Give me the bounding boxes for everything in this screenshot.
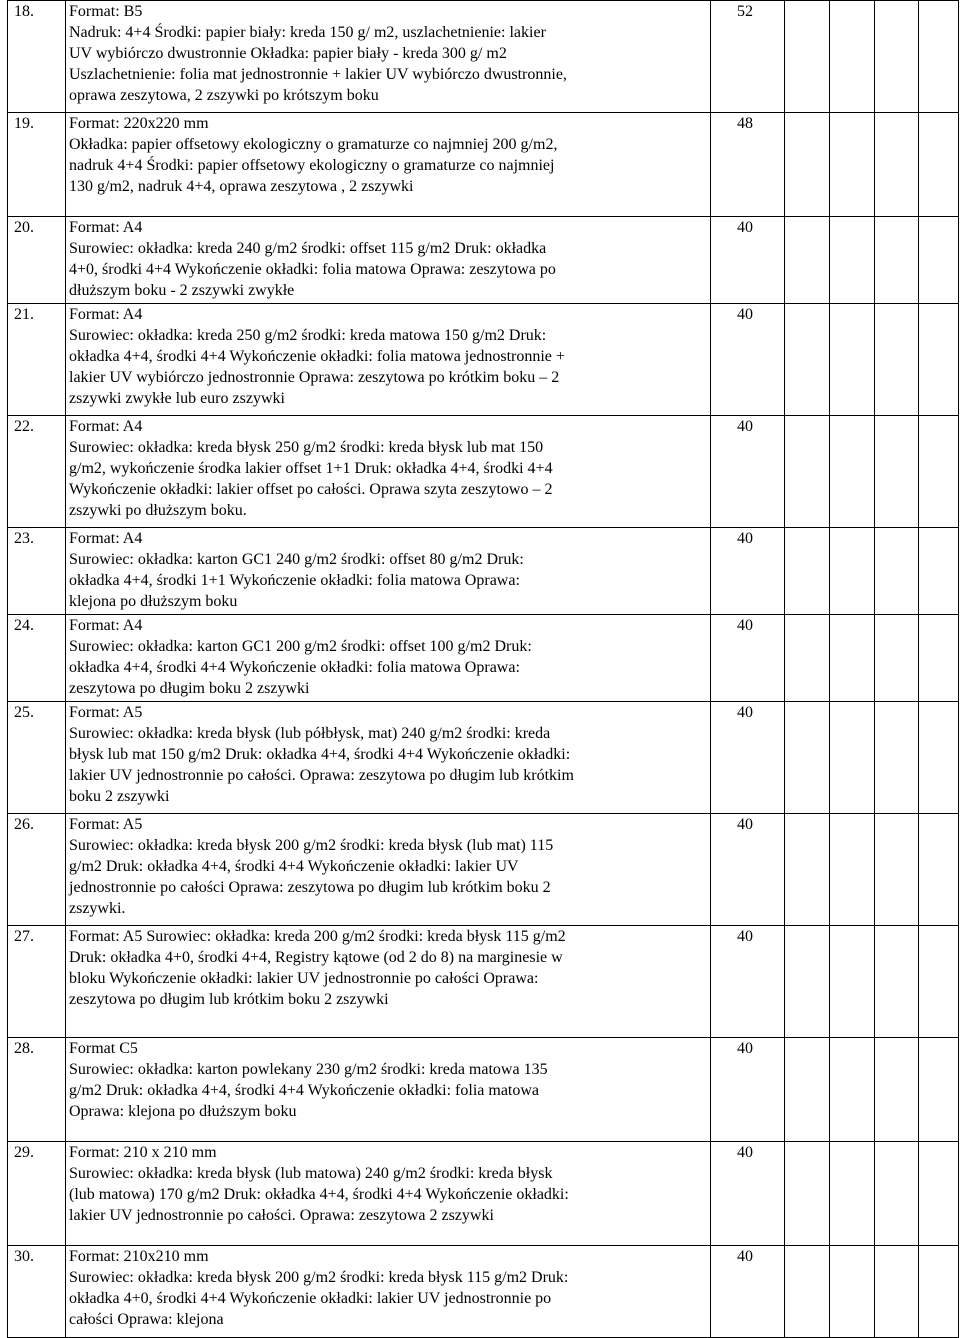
empty-cell bbox=[785, 1246, 830, 1338]
description-line: zszywki po dłuższym boku. bbox=[69, 502, 247, 519]
description-line: 130 g/m2, nadruk 4+4, oprawa zeszytowa , 2 zszywki bbox=[69, 178, 414, 195]
description-line: nadruk 4+4 Środki: papier offsetowy ekologiczny o gramaturze co najmniej bbox=[69, 157, 555, 174]
description-line: jednostronnie po całości Oprawa: zeszytowa po długim lub krótkim boku 2 bbox=[69, 879, 551, 896]
item-quantity: 40 bbox=[711, 1246, 785, 1338]
description-line: Druk: okładka 4+0, środki 4+4, Registry kątowe (od 2 do 8) na marginesie w bbox=[69, 949, 563, 966]
item-description bbox=[66, 416, 711, 528]
empty-cell bbox=[830, 1038, 875, 1142]
item-quantity: 40 bbox=[711, 1038, 785, 1142]
empty-cell bbox=[919, 1142, 959, 1246]
empty-cell bbox=[919, 702, 959, 814]
empty-cell bbox=[919, 1, 959, 113]
empty-cell bbox=[919, 416, 959, 528]
empty-cell bbox=[919, 217, 959, 304]
empty-cell bbox=[830, 416, 875, 528]
description-line: Format: A5 Surowiec: okładka: kreda 200 g/m2 środki: kreda błysk 115 g/m2 bbox=[69, 928, 566, 945]
description-line: Surowiec: okładka: kreda błysk 200 g/m2 środki: kreda błysk 115 g/m2 Druk: bbox=[69, 1269, 569, 1286]
description-line: Surowiec: okładka: kreda 240 g/m2 środki: offset 115 g/m2 Druk: okładka bbox=[69, 240, 547, 257]
item-number: 24. bbox=[8, 615, 66, 702]
description-line: Format: A5 bbox=[69, 704, 143, 721]
item-number: 27. bbox=[8, 926, 66, 1038]
empty-cell bbox=[875, 702, 919, 814]
empty-cell bbox=[875, 217, 919, 304]
item-description bbox=[66, 1246, 711, 1338]
item-quantity: 52 bbox=[711, 1, 785, 113]
empty-cell bbox=[875, 528, 919, 615]
description-line: zszywki. bbox=[69, 900, 126, 917]
description-line: UV wybiórczo dwustronnie Okładka: papier biały - kreda 300 g/ m2 bbox=[69, 45, 507, 62]
item-number: 30. bbox=[8, 1246, 66, 1338]
empty-cell bbox=[785, 528, 830, 615]
empty-cell bbox=[785, 814, 830, 926]
description-line: g/m2 Druk: okładka 4+4, środki 4+4 Wykończenie okładki: folia matowa bbox=[69, 1082, 540, 1099]
table-row bbox=[8, 926, 959, 1038]
description-line: Surowiec: okładka: kreda błysk (lub matowa) 240 g/m2 środki: kreda błysk bbox=[69, 1165, 553, 1182]
table-row bbox=[8, 1142, 959, 1246]
table-row bbox=[8, 814, 959, 926]
empty-cell bbox=[919, 1246, 959, 1338]
description-line: Format: A4 bbox=[69, 530, 143, 547]
description-line: Nadruk: 4+4 Środki: papier biały: kreda 150 g/ m2, uszlachetnienie: lakier bbox=[69, 24, 546, 41]
empty-cell bbox=[875, 304, 919, 416]
description-line: Format: A4 bbox=[69, 418, 143, 435]
item-number: 19. bbox=[8, 113, 66, 217]
item-description bbox=[66, 702, 711, 814]
item-number: 26. bbox=[8, 814, 66, 926]
empty-cell bbox=[785, 113, 830, 217]
description-line: Format: A5 bbox=[69, 816, 143, 833]
description-line: Surowiec: okładka: karton powlekany 230 g/m2 środki: kreda matowa 135 bbox=[69, 1061, 548, 1078]
description-line: Okładka: papier offsetowy ekologiczny o gramaturze co najmniej 200 g/m2, bbox=[69, 136, 558, 153]
description-line: lakier UV wybiórczo jednostronnie Oprawa: zeszytowa po krótkim boku – 2 bbox=[69, 369, 560, 386]
empty-cell bbox=[919, 926, 959, 1038]
description-line: Surowiec: okładka: karton GC1 200 g/m2 środki: offset 100 g/m2 Druk: bbox=[69, 638, 532, 655]
item-quantity: 40 bbox=[711, 926, 785, 1038]
item-number: 28. bbox=[8, 1038, 66, 1142]
item-description bbox=[66, 1038, 711, 1142]
item-description bbox=[66, 814, 711, 926]
empty-cell bbox=[830, 814, 875, 926]
empty-cell bbox=[830, 217, 875, 304]
empty-cell bbox=[785, 615, 830, 702]
description-line: g/m2, wykończenie środka lakier offset 1+1 Druk: okładka 4+4, środki 4+4 bbox=[69, 460, 553, 477]
description-line: Format: A4 bbox=[69, 219, 143, 236]
description-line: zeszytowa po długim boku 2 zszywki bbox=[69, 680, 310, 697]
item-description bbox=[66, 217, 711, 304]
empty-cell bbox=[830, 1142, 875, 1246]
item-quantity: 40 bbox=[711, 615, 785, 702]
empty-cell bbox=[919, 113, 959, 217]
description-line: okładka 4+0, środki 4+4 Wykończenie okładki: lakier UV jednostronnie po bbox=[69, 1290, 552, 1307]
description-line: lakier UV jednostronnie po całości. Oprawa: zeszytowa 2 zszywki bbox=[69, 1207, 494, 1224]
empty-cell bbox=[785, 926, 830, 1038]
description-line: błysk lub mat 150 g/m2 Druk: okładka 4+4, środki 4+4 Wykończenie okładki: bbox=[69, 746, 571, 763]
description-line: Format C5 bbox=[69, 1040, 138, 1057]
description-line: dłuższym boku - 2 zszywki zwykłe bbox=[69, 282, 295, 299]
item-description bbox=[66, 304, 711, 416]
item-quantity: 40 bbox=[711, 416, 785, 528]
item-number: 21. bbox=[8, 304, 66, 416]
table-row bbox=[8, 615, 959, 702]
empty-cell bbox=[875, 814, 919, 926]
description-line: całości Oprawa: klejona bbox=[69, 1311, 224, 1328]
item-description bbox=[66, 926, 711, 1038]
item-quantity: 48 bbox=[711, 113, 785, 217]
description-line: Oprawa: klejona po dłuższym boku bbox=[69, 1103, 297, 1120]
description-line: (lub matowa) 170 g/m2 Druk: okładka 4+4, środki 4+4 Wykończenie okładki: bbox=[69, 1186, 569, 1203]
description-line: Format: A4 bbox=[69, 617, 143, 634]
table-row bbox=[8, 1038, 959, 1142]
empty-cell bbox=[785, 217, 830, 304]
empty-cell bbox=[875, 1038, 919, 1142]
table-body bbox=[8, 1, 959, 1338]
item-number: 18. bbox=[8, 1, 66, 113]
empty-cell bbox=[830, 702, 875, 814]
item-description bbox=[66, 113, 711, 217]
description-line: Format: 220x220 mm bbox=[69, 115, 209, 132]
description-line: 4+0, środki 4+4 Wykończenie okładki: folia matowa Oprawa: zeszytowa po bbox=[69, 261, 556, 278]
empty-cell bbox=[875, 416, 919, 528]
empty-cell bbox=[830, 1246, 875, 1338]
empty-cell bbox=[830, 1, 875, 113]
description-line: Surowiec: okładka: kreda błysk (lub półbłysk, mat) 240 g/m2 środki: kreda bbox=[69, 725, 551, 742]
empty-cell bbox=[919, 528, 959, 615]
description-line: Surowiec: okładka: kreda błysk 200 g/m2 środki: kreda błysk (lub mat) 115 bbox=[69, 837, 554, 854]
description-line: Uszlachetnienie: folia mat jednostronnie + lakier UV wybiórczo dwustronnie, bbox=[69, 66, 567, 83]
empty-cell bbox=[875, 113, 919, 217]
specification-table bbox=[7, 0, 959, 1338]
item-quantity: 40 bbox=[711, 217, 785, 304]
item-number: 29. bbox=[8, 1142, 66, 1246]
empty-cell bbox=[919, 304, 959, 416]
description-line: okładka 4+4, środki 4+4 Wykończenie okładki: folia matowa Oprawa: bbox=[69, 659, 520, 676]
table-row bbox=[8, 217, 959, 304]
empty-cell bbox=[875, 615, 919, 702]
item-description bbox=[66, 528, 711, 615]
table-row bbox=[8, 416, 959, 528]
table-row bbox=[8, 702, 959, 814]
empty-cell bbox=[875, 1, 919, 113]
description-line: boku 2 zszywki bbox=[69, 788, 170, 805]
empty-cell bbox=[785, 416, 830, 528]
empty-cell bbox=[830, 926, 875, 1038]
empty-cell bbox=[830, 615, 875, 702]
description-line: okładka 4+4, środki 1+1 Wykończenie okładki: folia matowa Oprawa: bbox=[69, 572, 520, 589]
empty-cell bbox=[875, 1246, 919, 1338]
description-line: zeszytowa po długim lub krótkim boku 2 zszywki bbox=[69, 991, 389, 1008]
description-line: Format: A4 bbox=[69, 306, 143, 323]
item-description bbox=[66, 1142, 711, 1246]
item-quantity: 40 bbox=[711, 814, 785, 926]
item-number: 22. bbox=[8, 416, 66, 528]
table-row bbox=[8, 528, 959, 615]
table-row bbox=[8, 1, 959, 113]
table-row bbox=[8, 1246, 959, 1338]
item-number: 20. bbox=[8, 217, 66, 304]
empty-cell bbox=[830, 528, 875, 615]
empty-cell bbox=[919, 1038, 959, 1142]
item-quantity: 40 bbox=[711, 304, 785, 416]
description-line: zszywki zwykłe lub euro zszywki bbox=[69, 390, 285, 407]
description-line: g/m2 Druk: okładka 4+4, środki 4+4 Wykończenie okładki: lakier UV bbox=[69, 858, 519, 875]
description-line: Format: 210x210 mm bbox=[69, 1248, 209, 1265]
description-line: Surowiec: okładka: karton GC1 240 g/m2 środki: offset 80 g/m2 Druk: bbox=[69, 551, 524, 568]
item-quantity: 40 bbox=[711, 702, 785, 814]
description-line: klejona po dłuższym boku bbox=[69, 593, 238, 610]
item-quantity: 40 bbox=[711, 1142, 785, 1246]
empty-cell bbox=[785, 702, 830, 814]
description-line: Surowiec: okładka: kreda błysk 250 g/m2 środki: kreda błysk lub mat 150 bbox=[69, 439, 544, 456]
description-line: bloku Wykończenie okładki: lakier UV jednostronnie po całości Oprawa: bbox=[69, 970, 539, 987]
item-quantity: 40 bbox=[711, 528, 785, 615]
empty-cell bbox=[785, 1142, 830, 1246]
description-line: lakier UV jednostronnie po całości. Oprawa: zeszytowa po długim lub krótkim bbox=[69, 767, 574, 784]
item-number: 23. bbox=[8, 528, 66, 615]
table-row bbox=[8, 113, 959, 217]
empty-cell bbox=[875, 1142, 919, 1246]
empty-cell bbox=[785, 1, 830, 113]
description-line: okładka 4+4, środki 4+4 Wykończenie okładki: folia matowa jednostronnie + bbox=[69, 348, 565, 365]
description-line: Format: B5 bbox=[69, 3, 143, 20]
empty-cell bbox=[875, 926, 919, 1038]
item-description bbox=[66, 615, 711, 702]
description-line: oprawa zeszytowa, 2 zszywki po krótszym boku bbox=[69, 87, 379, 104]
empty-cell bbox=[830, 113, 875, 217]
description-line: Surowiec: okładka: kreda 250 g/m2 środki: kreda matowa 150 g/m2 Druk: bbox=[69, 327, 547, 344]
empty-cell bbox=[919, 615, 959, 702]
empty-cell bbox=[830, 304, 875, 416]
empty-cell bbox=[919, 814, 959, 926]
description-line: Format: 210 x 210 mm bbox=[69, 1144, 217, 1161]
item-number: 25. bbox=[8, 702, 66, 814]
description-line: Wykończenie okładki: lakier offset po całości. Oprawa szyta zeszytowo – 2 bbox=[69, 481, 553, 498]
table-row bbox=[8, 304, 959, 416]
empty-cell bbox=[785, 304, 830, 416]
item-description bbox=[66, 1, 711, 113]
empty-cell bbox=[785, 1038, 830, 1142]
